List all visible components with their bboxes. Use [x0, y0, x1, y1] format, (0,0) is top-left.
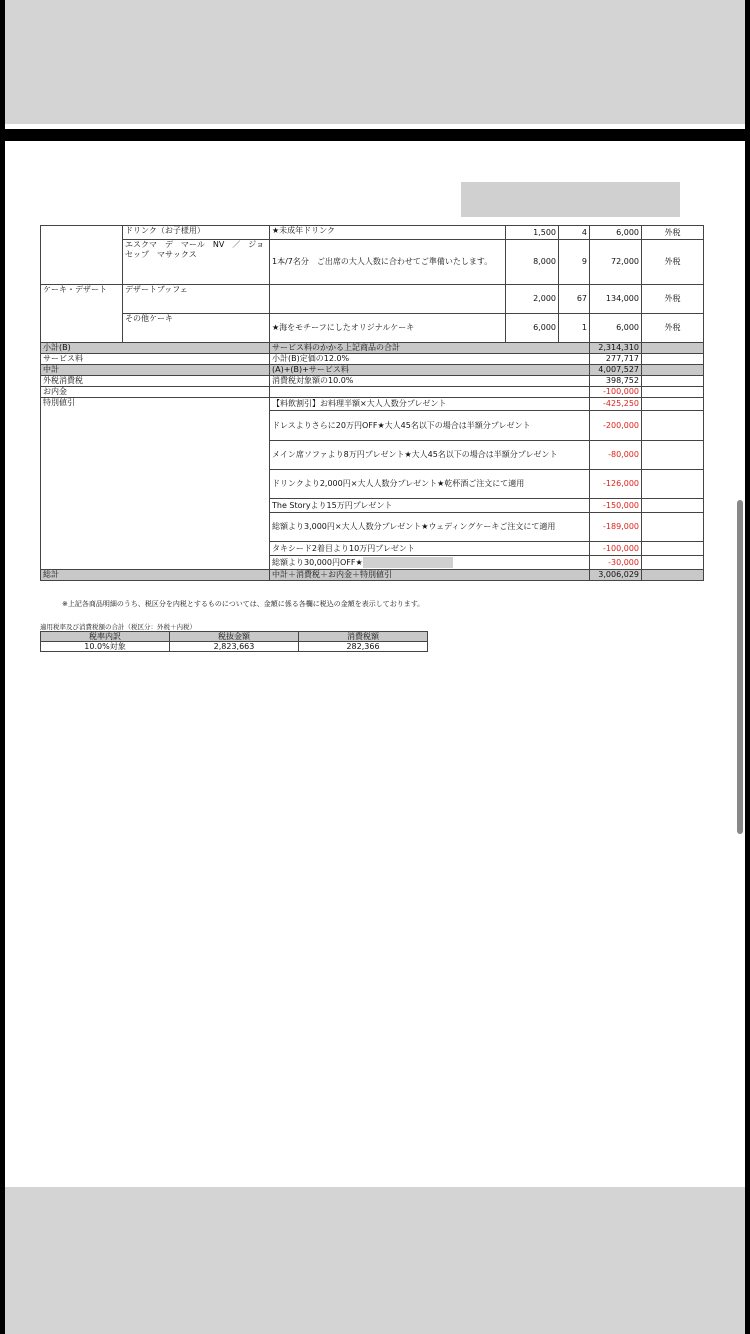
summary-label: 中計 [41, 365, 270, 376]
discount-amount: -200,000 [590, 411, 642, 441]
summary-label: サービス料 [41, 354, 270, 365]
summary-description: サービス料のかかる上記商品の合計 [270, 343, 590, 354]
amount: 134,000 [590, 285, 642, 314]
tax-table-row [41, 642, 428, 652]
summary-tax-cell [642, 354, 704, 365]
summary-amount: 277,717 [590, 354, 642, 365]
summary-description: 消費税対象額の10.0% [270, 376, 590, 387]
summary-amount: 4,007,527 [590, 365, 642, 376]
item-description: ★未成年ドリンク [270, 226, 506, 240]
tax-header-cell: 税率内訳 [41, 632, 170, 642]
next-page-redacted [5, 1187, 745, 1334]
total-description: 中計＋消費税＋お内金＋特別値引 [270, 570, 590, 581]
discount-tax-cell [642, 499, 704, 513]
discount-amount: -150,000 [590, 499, 642, 513]
summary-tax-cell [642, 376, 704, 387]
quantity: 1 [559, 314, 590, 343]
summary-description [270, 387, 590, 398]
tax-note: ※上記各商品明細のうち、税区分を内税とするものについては、金額に係る各欄に税込の金額を表示しております。 [62, 600, 425, 608]
summary-tax-cell [642, 343, 704, 354]
summary-row-service [41, 354, 704, 365]
item-row [41, 285, 704, 314]
tax-header-cell: 税抜金額 [170, 632, 299, 642]
document-page [5, 141, 745, 1187]
summary-description: 小計(B)定価の12.0% [270, 354, 590, 365]
summary-tax-cell [642, 365, 704, 376]
summary-label: 外税消費税 [41, 376, 270, 387]
redacted-header-block [461, 182, 680, 217]
discount-amount: -80,000 [590, 441, 642, 470]
summary-label: 小計(B) [41, 343, 270, 354]
summary-row-tax [41, 376, 704, 387]
summary-row-deposit [41, 387, 704, 398]
unit-price: 6,000 [506, 314, 559, 343]
discount-tax-cell [642, 411, 704, 441]
tax-type: 外税 [642, 240, 704, 285]
total-row [41, 570, 704, 581]
unit-price: 1,500 [506, 226, 559, 240]
summary-label: お内金 [41, 387, 270, 398]
discount-description-text: 総額より30,000円OFF★ [272, 558, 363, 567]
invoice-table [40, 225, 704, 581]
amount: 6,000 [590, 314, 642, 343]
tax-cell: 282,366 [299, 642, 428, 652]
tax-type: 外税 [642, 285, 704, 314]
category-cell: ケーキ・デザート [41, 285, 123, 343]
total-amount: 3,006,029 [590, 570, 642, 581]
item-row [41, 314, 704, 343]
discount-tax-cell [642, 556, 704, 570]
summary-description: (A)+(B)+サービス料 [270, 365, 590, 376]
item-name: その他ケーキ [123, 314, 270, 343]
summary-amount: -100,000 [590, 387, 642, 398]
tax-summary-table [40, 631, 428, 652]
discount-description: 【料飲割引】お料理半額×大人人数分プレゼント [270, 398, 590, 411]
scrollbar[interactable] [737, 500, 743, 834]
discount-description: The Storyより15万円プレゼント [270, 499, 590, 513]
discount-amount: -425,250 [590, 398, 642, 411]
total-label: 総計 [41, 570, 270, 581]
quantity: 67 [559, 285, 590, 314]
discount-tax-cell [642, 441, 704, 470]
item-row [41, 240, 704, 285]
discount-amount: -189,000 [590, 513, 642, 542]
discount-amount: -30,000 [590, 556, 642, 570]
tax-cell: 2,823,663 [170, 642, 299, 652]
tax-type: 外税 [642, 226, 704, 240]
discount-tax-cell [642, 542, 704, 556]
discount-tax-cell [642, 470, 704, 499]
item-description: 1本/7名分 ご出席の大人人数に合わせてご準備いたします。 [270, 240, 506, 285]
item-row [41, 226, 704, 240]
discount-description [270, 556, 590, 570]
tax-table-caption: 適用税率及び消費税額の合計（税区分：外税＋内税） [40, 623, 196, 631]
unit-price: 8,000 [506, 240, 559, 285]
total-tax-cell [642, 570, 704, 581]
tax-header-cell: 消費税額 [299, 632, 428, 642]
item-name: エスクマ デ マール NV ／ ジョセップ マサックス [123, 240, 270, 285]
summary-row-subtotal [41, 343, 704, 354]
unit-price: 2,000 [506, 285, 559, 314]
tax-cell: 10.0%対象 [41, 642, 170, 652]
summary-amount: 2,314,310 [590, 343, 642, 354]
discount-tax-cell [642, 513, 704, 542]
category-cell [41, 226, 123, 285]
discount-amount: -126,000 [590, 470, 642, 499]
amount: 6,000 [590, 226, 642, 240]
item-description [270, 285, 506, 314]
discount-description: 総額より3,000円×大人人数分プレゼント★ウェディングケーキご注文にて適用 [270, 513, 590, 542]
quantity: 9 [559, 240, 590, 285]
summary-amount: 398,752 [590, 376, 642, 387]
discount-description: タキシード2着目より10万円プレゼント [270, 542, 590, 556]
discount-tax-cell [642, 398, 704, 411]
discount-description: メイン席ソファより8万円プレゼント★大人45名以下の場合は半額分プレゼント [270, 441, 590, 470]
previous-page-redacted [5, 0, 745, 124]
discount-amount: -100,000 [590, 542, 642, 556]
item-name: ドリンク（お子様用） [123, 226, 270, 240]
special-discount-label: 特別値引 [41, 398, 270, 570]
discount-description: ドリンクより2,000円×大人人数分プレゼント★乾杯酒ご注文にて適用 [270, 470, 590, 499]
summary-row-midtotal [41, 365, 704, 376]
summary-tax-cell [642, 387, 704, 398]
quantity: 4 [559, 226, 590, 240]
discount-row [41, 398, 704, 411]
item-name: デザートブッフェ [123, 285, 270, 314]
item-description: ★海をモチーフにしたオリジナルケーキ [270, 314, 506, 343]
amount: 72,000 [590, 240, 642, 285]
tax-table-header [41, 632, 428, 642]
discount-description: ドレスよりさらに20万円OFF★大人45名以下の場合は半額分プレゼント [270, 411, 590, 441]
redacted-text [363, 557, 453, 568]
previous-page-edge [5, 124, 745, 129]
tax-type: 外税 [642, 314, 704, 343]
